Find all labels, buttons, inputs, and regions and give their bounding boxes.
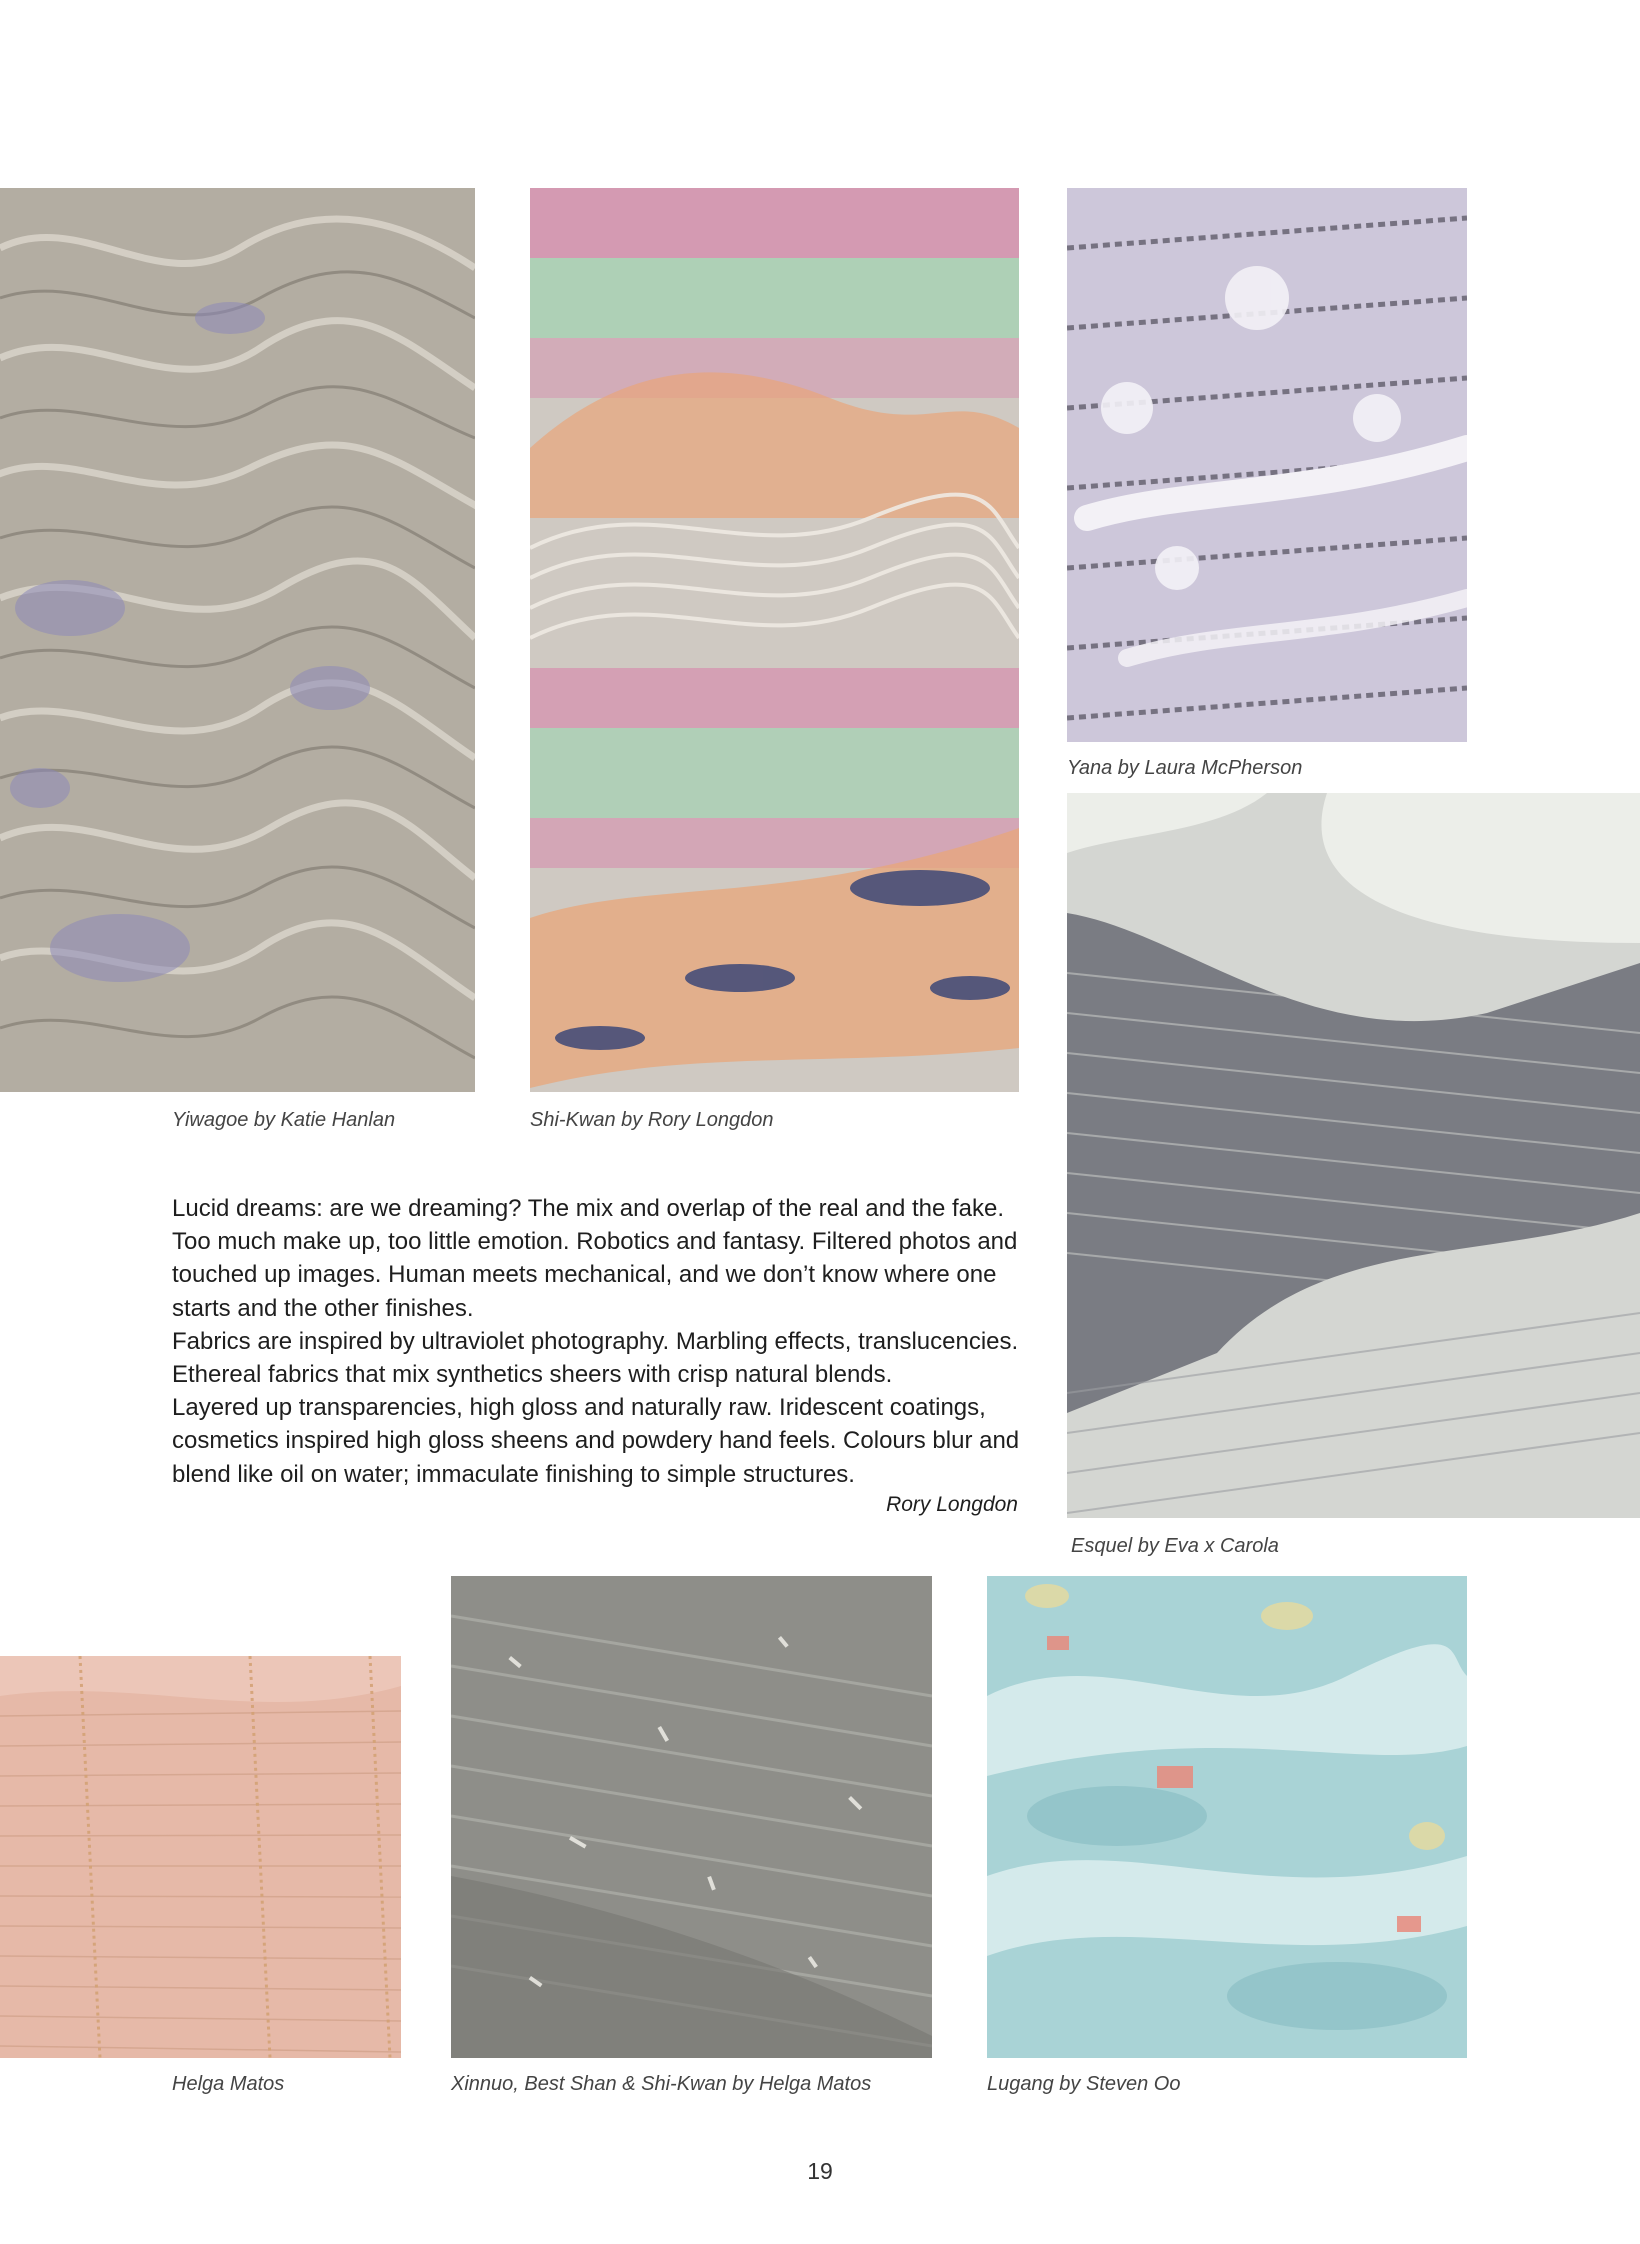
photo-caption: Helga Matos bbox=[172, 2073, 285, 2095]
photo-caption: Yiwagoe by Katie Hanlan bbox=[172, 1109, 396, 1131]
photo-xinnuo bbox=[451, 1576, 932, 2058]
photo-caption: Yana by Laura McPherson bbox=[1067, 757, 1303, 779]
photo-caption: Shi-Kwan by Rory Longdon bbox=[530, 1109, 774, 1131]
article-body bbox=[172, 1192, 1032, 1491]
author-signature: Rory Longdon bbox=[886, 1493, 1018, 1516]
photo-lugang bbox=[987, 1576, 1467, 2058]
page-number: 19 bbox=[807, 2158, 833, 2184]
photo-caption: Lugang by Steven Oo bbox=[987, 2073, 1181, 2095]
photo-shi-kwan bbox=[530, 188, 1019, 1092]
photo-yana bbox=[1067, 188, 1467, 742]
article-paragraph: Fabrics are inspired by ultraviolet photography. Marbling effects, translucencies. Ethereal fabrics that mix synthetics sheers with crisp natural blends. bbox=[172, 1327, 1019, 1389]
article-paragraph: Lucid dreams: are we dreaming? The mix and overlap of the real and the fake. Too much make up, too little emotion. Robotics and fantasy. Filtered photos and touched up images. Human meets mechanical, and we don’t know where one starts and the other finishes. bbox=[172, 1195, 1018, 1322]
photo-yiwagoe bbox=[0, 188, 475, 1092]
photo-caption: Esquel by Eva x Carola bbox=[1071, 1535, 1279, 1557]
photo-helga bbox=[0, 1656, 401, 2058]
photo-esquel bbox=[1067, 793, 1640, 1518]
photo-caption: Xinnuo, Best Shan & Shi-Kwan by Helga Matos bbox=[451, 2073, 872, 2095]
article-paragraph: Layered up transparencies, high gloss and naturally raw. Iridescent coatings, cosmetics inspired high gloss sheens and powdery hand feels. Colours blur and blend like oil on water; immaculate finishing to simple structures. bbox=[172, 1394, 1020, 1488]
